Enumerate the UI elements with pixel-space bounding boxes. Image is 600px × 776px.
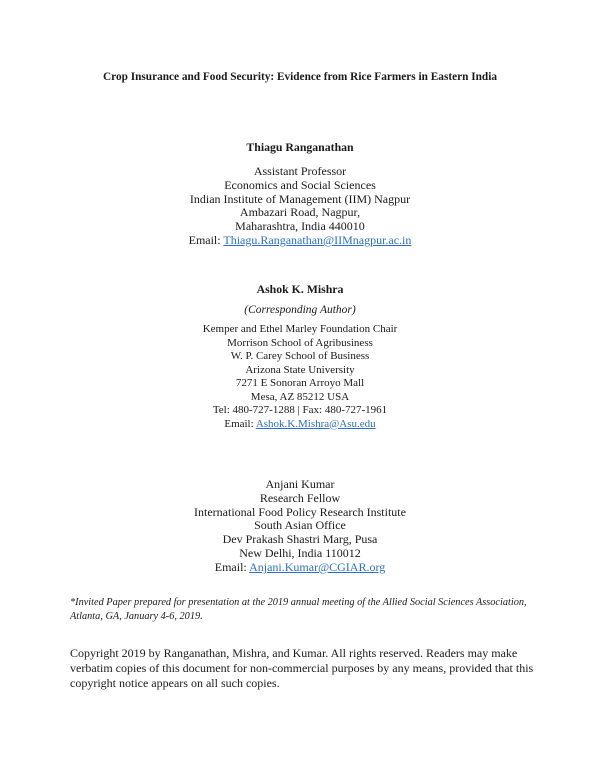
email-link[interactable]: Ashok.K.Mishra@Asu.edu <box>255 417 376 430</box>
footnote: *Invited Paper prepared for presentation at the 2019 annual meeting of the Allied Social Sciences Association, Atlanta, GA, January 4-6, 2019. <box>70 597 527 622</box>
email-line <box>0 418 600 432</box>
affiliation-line: Assistant Professor <box>253 164 347 178</box>
email-line <box>0 234 600 248</box>
author-role: (Corresponding Author) <box>244 304 356 316</box>
affiliation-line: Research Fellow <box>259 490 341 505</box>
author-name: Thiagu Ranganathan <box>246 140 354 154</box>
affiliation-line: International Food Policy Research Institute <box>194 504 406 519</box>
affiliation-line: Dev Prakash Shastri Marg, Pusa <box>222 532 378 547</box>
author-block-2 <box>0 282 600 431</box>
affiliation-line: Ambazari Road, Nagpur, <box>239 205 361 220</box>
author-block-1 <box>0 140 600 248</box>
email-label: Email: <box>224 417 256 430</box>
email-link[interactable]: Thiagu.Ranganathan@IIMnagpur.ac.in <box>223 232 412 247</box>
affiliation-line: Maharashtra, India 440010 <box>235 219 365 234</box>
affiliation-line: South Asian Office <box>254 518 346 533</box>
affiliation-line: 7271 E Sonoran Arroyo Mall <box>235 377 365 389</box>
affiliation-line: Arizona State University <box>245 363 355 376</box>
email-line <box>0 561 600 575</box>
email-link[interactable]: Anjani.Kumar@CGIAR.org <box>249 559 386 574</box>
affiliation-line: Economics and Social Sciences <box>224 177 376 192</box>
email-label: Email: <box>188 232 224 247</box>
affiliation-line: Indian Institute of Management (IIM) Nagpur <box>189 191 411 206</box>
affiliation-line: W. P. Carey School of Business <box>230 350 370 362</box>
email-label: Email: <box>214 559 250 574</box>
copyright-notice: Copyright 2019 by Ranganathan, Mishra, and Kumar. All rights reserved. Readers may make verbatim copies of this document for non-commercial purposes by any means, provided that this copyright notice appears on all such copies. <box>70 646 534 690</box>
paper-title: Crop Insurance and Food Security: Evidence from Rice Farmers in Eastern India <box>102 71 498 83</box>
affiliation-line: Tel: 480-727-1288 | Fax: 480-727-1961 <box>212 404 388 416</box>
affiliation-line: Morrison School of Agribusiness <box>227 336 373 349</box>
author-block-3 <box>0 478 600 575</box>
author-name: Ashok K. Mishra <box>256 282 344 296</box>
affiliation-line: New Delhi, India 110012 <box>239 545 361 560</box>
author-name: Anjani Kumar <box>265 477 335 491</box>
affiliation-line: Kemper and Ethel Marley Foundation Chair <box>202 323 398 335</box>
affiliation-line: Mesa, AZ 85212 USA <box>250 390 350 403</box>
